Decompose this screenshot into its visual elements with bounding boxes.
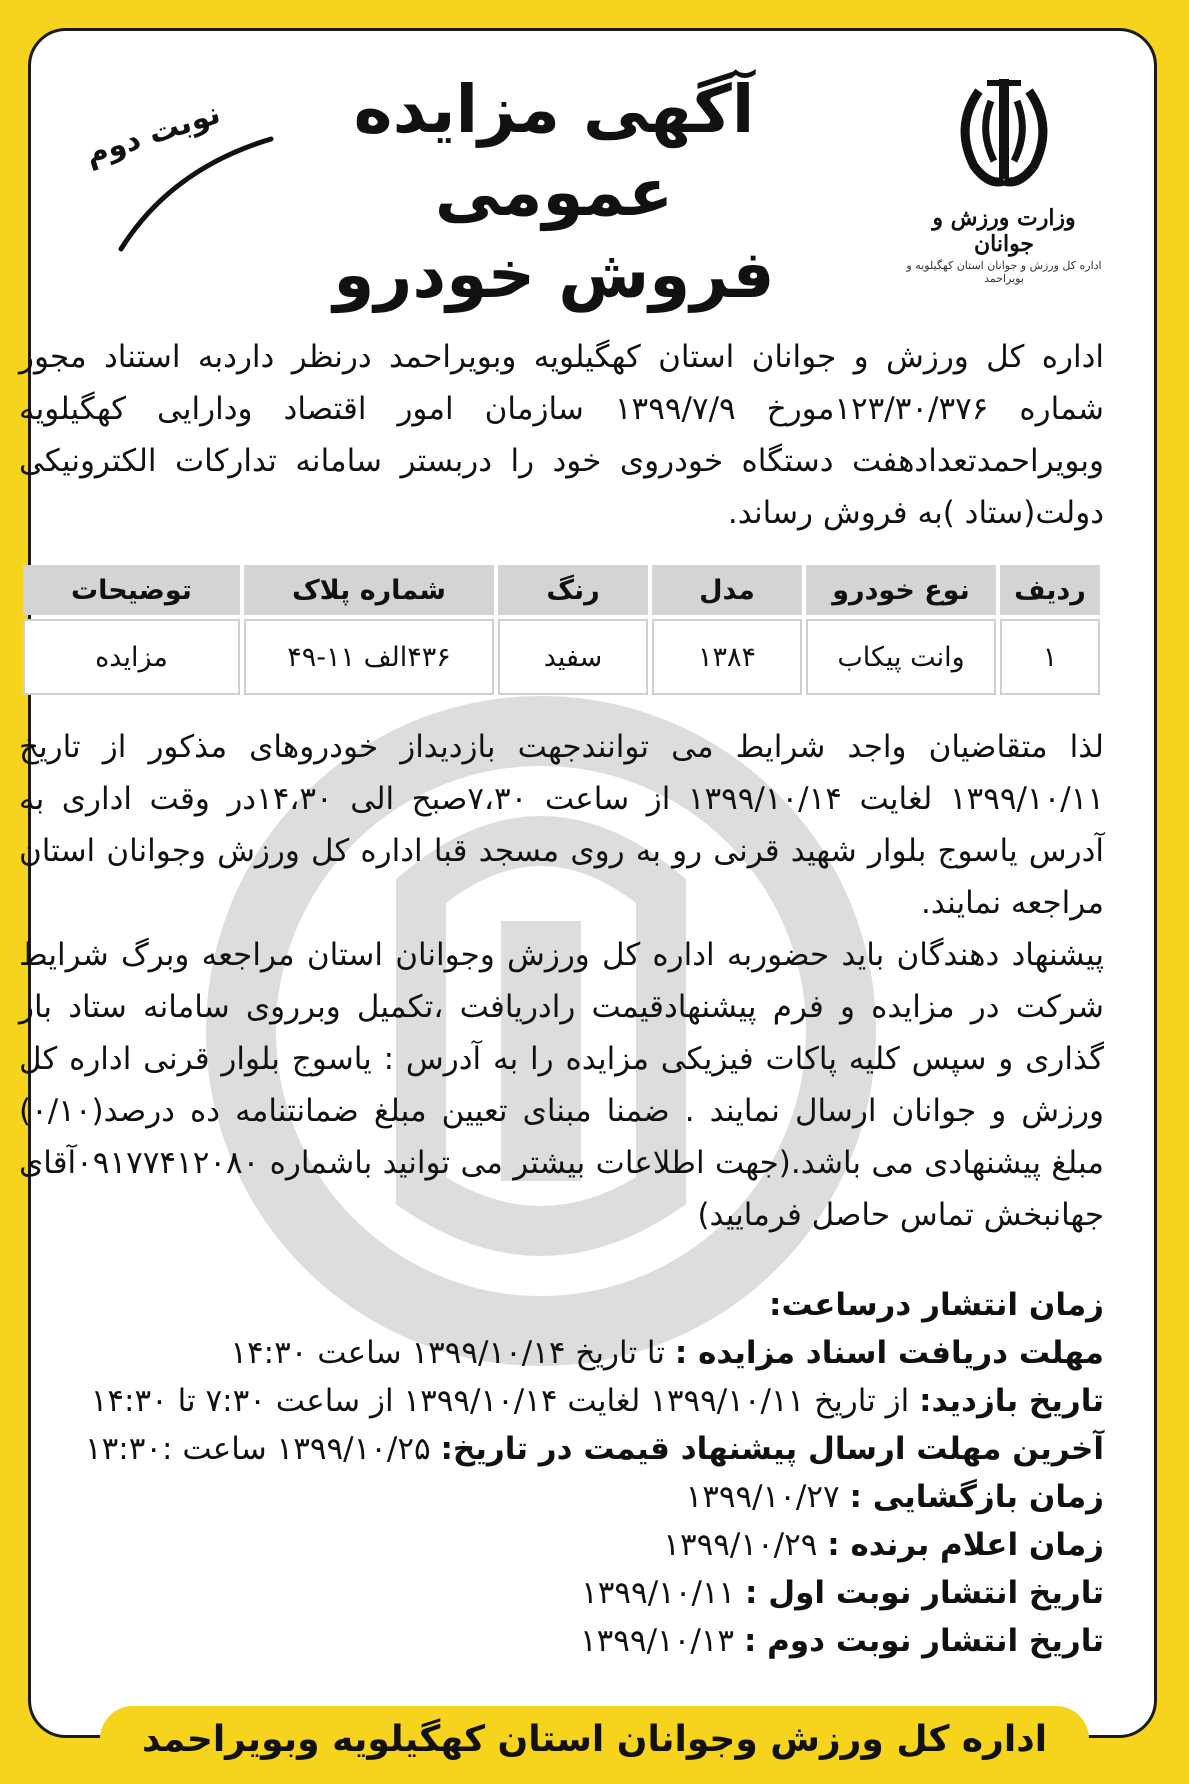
second-pub-label: تاریخ انتشار نوبت دوم : — [743, 1623, 1104, 1659]
cell-plate: ۴۳۶الف ۱۱-۴۹ — [244, 619, 494, 695]
deadline-value: تا تاریخ ۱۳۹۹/۱۰/۱۴ ساعت ۱۴:۳۰ — [230, 1335, 666, 1371]
first-pub-label: تاریخ انتشار نوبت اول : — [745, 1575, 1104, 1611]
notice-card — [19, 28, 1157, 1738]
schedule-opening — [19, 1473, 1104, 1521]
round-tag — [81, 95, 291, 259]
title-line-1: آگهی مزایده عمومی — [353, 71, 755, 231]
col-model: مدل — [652, 565, 802, 615]
schedule-visit — [19, 1377, 1104, 1425]
col-type: نوع خودرو — [806, 565, 996, 615]
bid-paragraph: پیشنهاد دهندگان باید حضوربه اداره کل ورزش وجوانان استان مراجعه وبرگ شرایط شرکت در مزایده و فرم پیشنهادقیمت رادریافت ،تکمیل وبرروی سامانه ستاد بار گذاری و سپس کلیه پاکات فیزیکی مزایده را به آدرس : یاسوج بلوار قرنی اداره کل ورزش و جوانان ارسال نمایند . ضمنا مبنای تعیین مبلغ ضمانتنامه ده درصد(۰/۱۰) مبلغ پیشنهادی می باشد.(جهت اطلاعات بیشتر می توانید باشماره ۰۹۱۷۷۴۱۲۰۸۰آقای جهانبخش تماس حاصل فرمایید) — [19, 937, 1104, 1233]
schedule-deadline — [19, 1329, 1104, 1377]
schedule-first-pub — [19, 1569, 1104, 1617]
deadline-label: مهلت دریافت اسناد مزایده : — [674, 1335, 1104, 1371]
second-pub-value: ۱۳۹۹/۱۰/۱۳ — [579, 1623, 735, 1659]
schedule-section — [19, 1281, 1104, 1665]
opening-value: ۱۳۹۹/۱۰/۲۷ — [685, 1479, 840, 1515]
visit-value: از تاریخ ۱۳۹۹/۱۰/۱۱ لغایت ۱۳۹۹/۱۰/۱۴ از ساعت ۷:۳۰ تا ۱۴:۳۰ — [90, 1383, 910, 1419]
schedule-bid — [19, 1425, 1104, 1473]
col-row: ردیف — [1000, 565, 1100, 615]
ministry-logo — [904, 71, 1104, 285]
schedule-winner — [19, 1521, 1104, 1569]
col-notes: توضیحات — [23, 565, 240, 615]
body-text — [19, 721, 1104, 1241]
winner-value: ۱۳۹۹/۱۰/۲۹ — [663, 1527, 818, 1563]
first-pub-value: ۱۳۹۹/۱۰/۱۱ — [581, 1575, 736, 1611]
bid-label: آخرین مهلت ارسال پیشنهاد قیمت در تاریخ: — [440, 1431, 1104, 1467]
intro-paragraph: اداره کل ورزش و جوانان استان کهگیلویه وبویراحمد درنظر داردبه استناد مجوز شماره ۱۲۳/۳۰/۳۷۶مورخ ۱۳۹۹/۷/۹ سازمان امور اقتصاد ودارایی کهگیلویه وبویراحمدتعدادهفت دستگاه خودروی خود را دربستر سامانه تدارکات الکترونیکی دولت(ستاد )به فروش رساند. — [19, 339, 1104, 531]
col-color: رنگ — [498, 565, 648, 615]
vehicle-table — [19, 561, 1104, 699]
col-plate: شماره پلاک — [244, 565, 494, 615]
table-header-row — [23, 565, 1100, 615]
bid-value: ۱۳۹۹/۱۰/۲۵ ساعت :۱۳:۳۰ — [84, 1431, 431, 1467]
ministry-name: وزارت ورزش و جوانان — [932, 205, 1076, 257]
opening-label: زمان بازگشایی : — [849, 1479, 1104, 1515]
ministry-subtitle: اداره کل ورزش و جوانان استان کهگیلویه و بویراحمد — [906, 259, 1102, 285]
swoosh-icon — [81, 109, 291, 259]
round-tag-text: نوبت دوم — [81, 95, 225, 173]
footer-banner: اداره کل ورزش وجوانان استان کهگیلویه وبویراحمد — [100, 1706, 1089, 1772]
visit-paragraph: لذا متقاضیان واجد شرایط می توانندجهت بازدیداز خودروهای مذکور از تاریخ ۱۳۹۹/۱۰/۱۱ لغایت ۱۳۹۹/۱۰/۱۴ از ساعت ۷،۳۰صبح الی ۱۴،۳۰در وقت اداری به آدرس یاسوج بلوار شهید قرنی رو به روی مسجد قبا اداره کل ورزش وجوانان استان مراجعه نمایند. — [19, 729, 1104, 921]
cell-model: ۱۳۸۴ — [652, 619, 802, 695]
title-line-2: فروش خودرو — [333, 236, 775, 313]
cell-type: وانت پیکاب — [806, 619, 996, 695]
visit-label: تاریخ بازدید: — [919, 1383, 1104, 1419]
iran-emblem-icon — [939, 71, 1069, 201]
cell-notes: مزایده — [23, 619, 240, 695]
page-title — [284, 69, 824, 317]
schedule-second-pub — [19, 1617, 1104, 1665]
schedule-heading: زمان انتشار درساعت: — [769, 1287, 1104, 1323]
cell-color: سفید — [498, 619, 648, 695]
table-row — [23, 619, 1100, 695]
cell-row: ۱ — [1000, 619, 1100, 695]
winner-label: زمان اعلام برنده : — [827, 1527, 1104, 1563]
